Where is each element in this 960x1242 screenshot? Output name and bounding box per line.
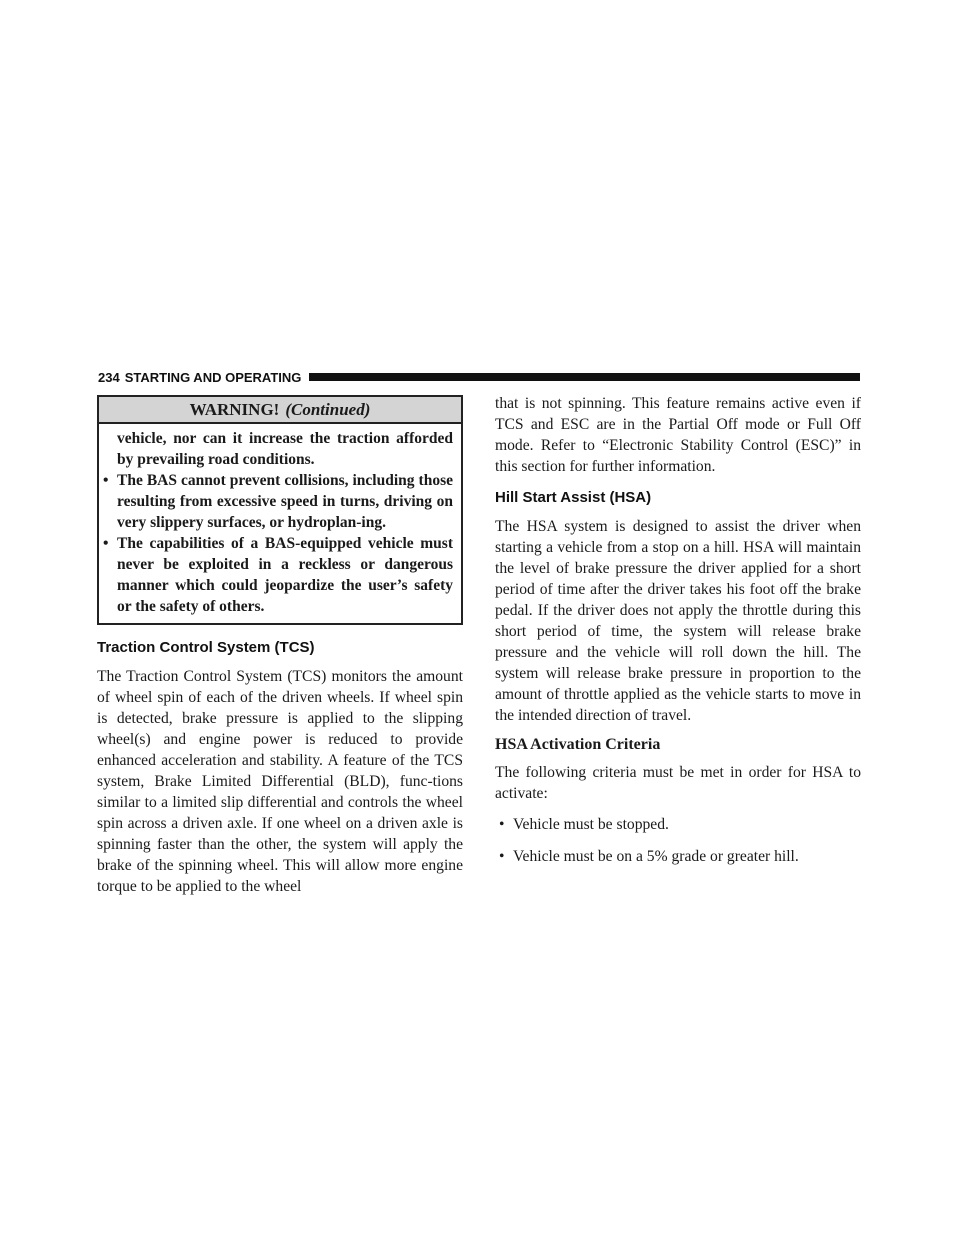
warning-title: WARNING! (189, 400, 280, 419)
hsa-body: The HSA system is designed to assist the driver when starting a vehicle from a stop on a hill. HSA will maintain the level of brake pressure the driver applied for a short period of time after the driver takes his foot off the brake pedal. If the driver does not apply the throttle during this short period of time, the system will release brake pressure and the vehicle will roll down the hill. The system will release brake pressure in proportion to the amount of throttle applied as the vehicle starts to move in the intended direction of travel. (495, 518, 861, 724)
warning-box (97, 395, 463, 625)
warning-item: • The capabilities of a BAS-equipped vehicle must never be exploited in a reckless or dangerous manner which could jeopardize the user’s safety or the safety of others. (103, 535, 453, 615)
bullet-icon: • (499, 816, 505, 833)
hsa-heading: Hill Start Assist (HSA) (495, 489, 652, 506)
warning-continued: (Continued) (285, 400, 371, 419)
page-header (98, 369, 860, 385)
list-item: • Vehicle must be stopped. (499, 816, 669, 833)
warning-item: • The BAS cannot prevent collisions, including those resulting from excessive speed in turns, driving on very slippery surfaces, or hydroplan-ing. (103, 472, 453, 531)
page-number: 234 (98, 369, 120, 385)
right-column (495, 395, 861, 878)
hsa-criteria-list (495, 814, 861, 867)
section-title: STARTING AND OPERATING (124, 369, 302, 385)
bullet-icon: • (103, 535, 109, 552)
hsa-criteria-heading: HSA Activation Criteria (495, 736, 661, 753)
warning-list (103, 470, 453, 617)
list-item: • Vehicle must be on a 5% grade or greater hill. (499, 848, 799, 865)
warning-lead-text: vehicle, nor can it increase the traction afforded by prevailing road conditions. (117, 430, 453, 468)
tcs-heading: Traction Control System (TCS) (97, 639, 315, 656)
hsa-criteria-intro: The following criteria must be met in order for HSA to activate: (495, 764, 861, 802)
warning-header (99, 397, 461, 424)
left-column (97, 395, 463, 907)
bullet-icon: • (103, 472, 109, 489)
tcs-body: The Traction Control System (TCS) monitors the amount of wheel spin of each of the driven wheels. If wheel spin is detected, brake pressure is applied to the slipping wheel(s) and engine power is reduced to provide enhanced acceleration and stability. A feature of the TCS system, Brake Limited Differential (BLD), func-tions similar to a limited slip differential and controls the wheel spin across a driven axle. If one wheel on a driven axle is spinning faster than the other, the system will apply the brake of the spinning wheel. This will allow more engine torque to be applied to the wheel (97, 668, 463, 895)
header-rule (309, 373, 860, 381)
warning-body (99, 424, 461, 623)
bullet-icon: • (499, 848, 505, 865)
tcs-continuation: that is not spinning. This feature remains active even if TCS and ESC are in the Partial Off mode or Full Off mode. Refer to “Electronic Stability Control (ESC)” in this section for further information. (495, 395, 861, 475)
